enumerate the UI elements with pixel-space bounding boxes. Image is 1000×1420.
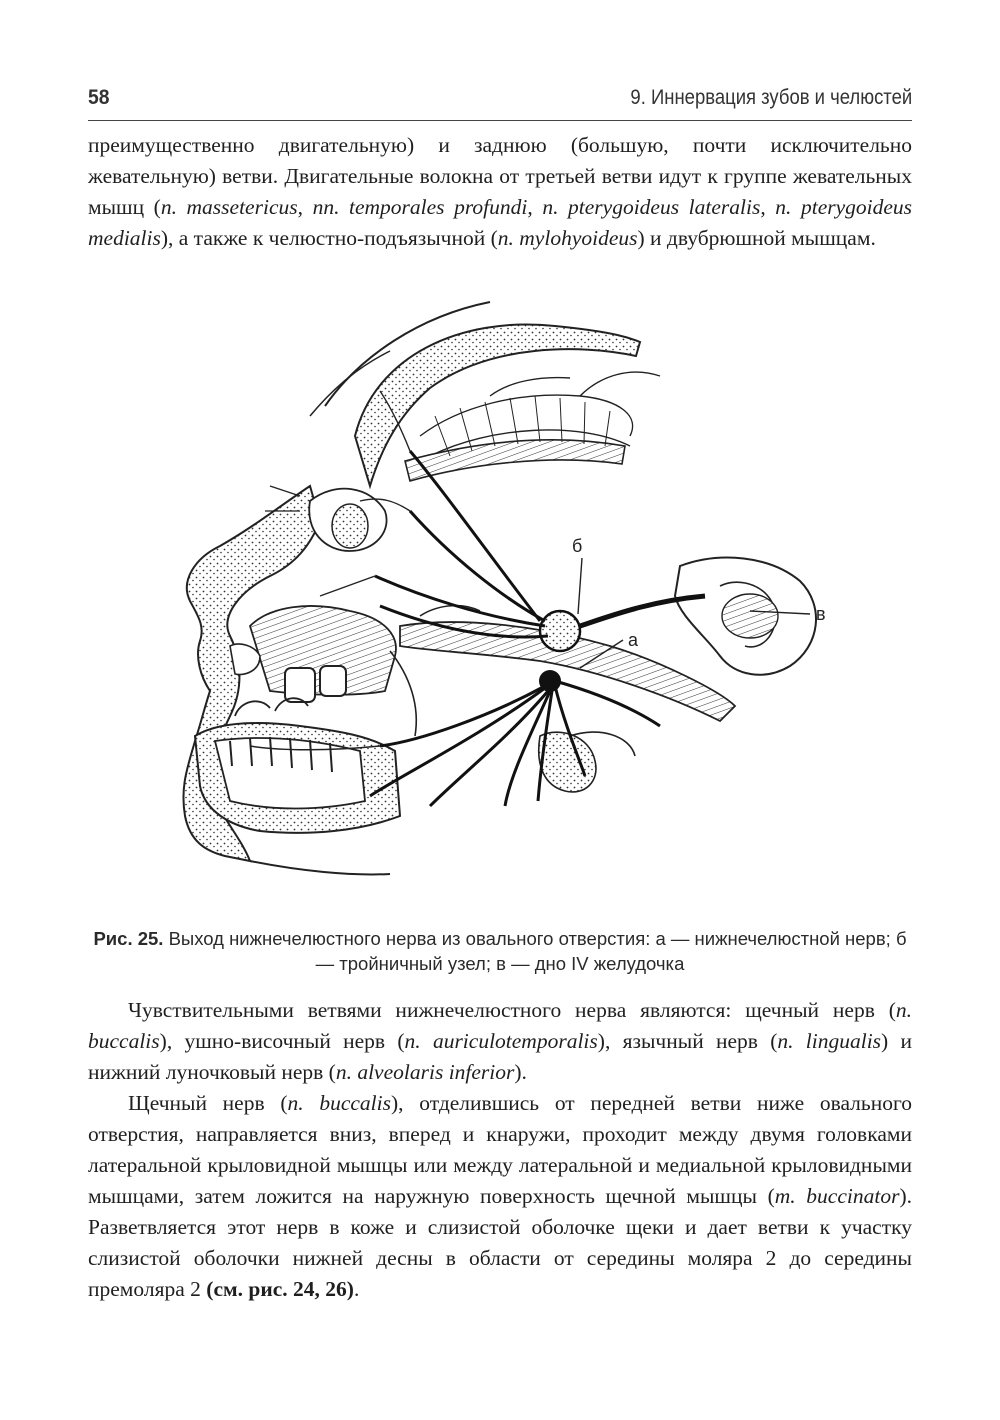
brainstem xyxy=(675,558,816,675)
maxilla xyxy=(230,606,396,702)
text-run: ), а также к челюстно-подъязычной ( xyxy=(160,226,498,250)
latin-term: n. lingualis xyxy=(777,1029,882,1053)
caption-label: Рис. 25. xyxy=(93,928,164,949)
latin-term: n. alveolaris inferior xyxy=(335,1060,515,1084)
header-rule xyxy=(88,120,912,121)
text-run: Чувствительными ветвями нижнечелюстного нерва являются: щечный нерв ( xyxy=(128,998,896,1022)
figure-caption xyxy=(88,926,912,976)
text-run: ). xyxy=(514,1060,527,1084)
page-number: 58 xyxy=(88,86,110,109)
latin-term: n. buccalis xyxy=(88,998,912,1053)
lower-text xyxy=(88,995,912,1305)
text-run: . xyxy=(353,1277,360,1301)
latin-term: n. massetericus xyxy=(160,195,298,219)
trigeminal-ganglion xyxy=(540,611,580,651)
text-run: ) и нижний луночковый нерв ( xyxy=(88,1029,912,1084)
latin-term: n. pterygoideus lateralis xyxy=(542,195,761,219)
text-run: ) и двубрюшной мышцам. xyxy=(637,226,876,250)
latin-term: n. buccalis xyxy=(287,1091,391,1115)
buccal-paragraph xyxy=(88,1088,912,1305)
text-run: ), язычный нерв ( xyxy=(597,1029,778,1053)
text-run: преимущественно двигательную) и заднюю (большую, почти исключительно жевательную) ветви. Двигательные волокна от третьей ветви идут к группе жевательных мышц ( xyxy=(88,133,912,219)
text-run: Щечный нерв ( xyxy=(128,1091,288,1115)
text-run: ), ушно-височный нерв ( xyxy=(159,1029,405,1053)
latin-term: n. mylohyoideus xyxy=(497,226,638,250)
sensory-paragraph xyxy=(88,995,912,1088)
page-header xyxy=(88,84,912,118)
text-run: ). Разветвляется этот нерв в коже и слизистой оболочке щеки и дает ветви к участку слизистой оболочки нижней десны в области от середины моляра 2 до середины премоляра 2 xyxy=(88,1184,912,1301)
text-run: ), отделившись от передней ветви ниже овального отверстия, направляется вниз, вперед и кнаружи, проходит между двумя головками латеральной крыловидной мышцы или между латеральной и медиальной крыловидными мышцами, затем ложится на наружную поверхность щечной мышцы ( xyxy=(88,1091,912,1208)
text-run: , xyxy=(760,195,776,219)
text-run: , xyxy=(297,195,313,219)
label-a: а xyxy=(628,630,639,650)
intro-paragraph xyxy=(88,130,912,254)
text-run: , xyxy=(527,195,543,219)
latin-term: n. auriculotemporalis xyxy=(404,1029,598,1053)
running-title: 9. Иннервация зубов и челюстей xyxy=(630,86,912,109)
label-b: б xyxy=(572,536,583,556)
lower-glands xyxy=(539,732,635,792)
figure-reference: (см. рис. 24, 26) xyxy=(206,1277,354,1301)
anatomical-illustration xyxy=(160,296,850,896)
label-v: в xyxy=(816,604,826,624)
latin-term: nn. temporales profundi xyxy=(312,195,528,219)
caption-text: Выход нижнечелюстного нерва из овального отверстия: а — нижнечелюстной нерв; б — тройничный узел; в — дно IV желудочка xyxy=(163,928,907,974)
tentorium xyxy=(405,396,625,481)
latin-term: m. buccinator xyxy=(774,1184,900,1208)
latin-term: n. pterygoideus medialis xyxy=(88,195,913,250)
